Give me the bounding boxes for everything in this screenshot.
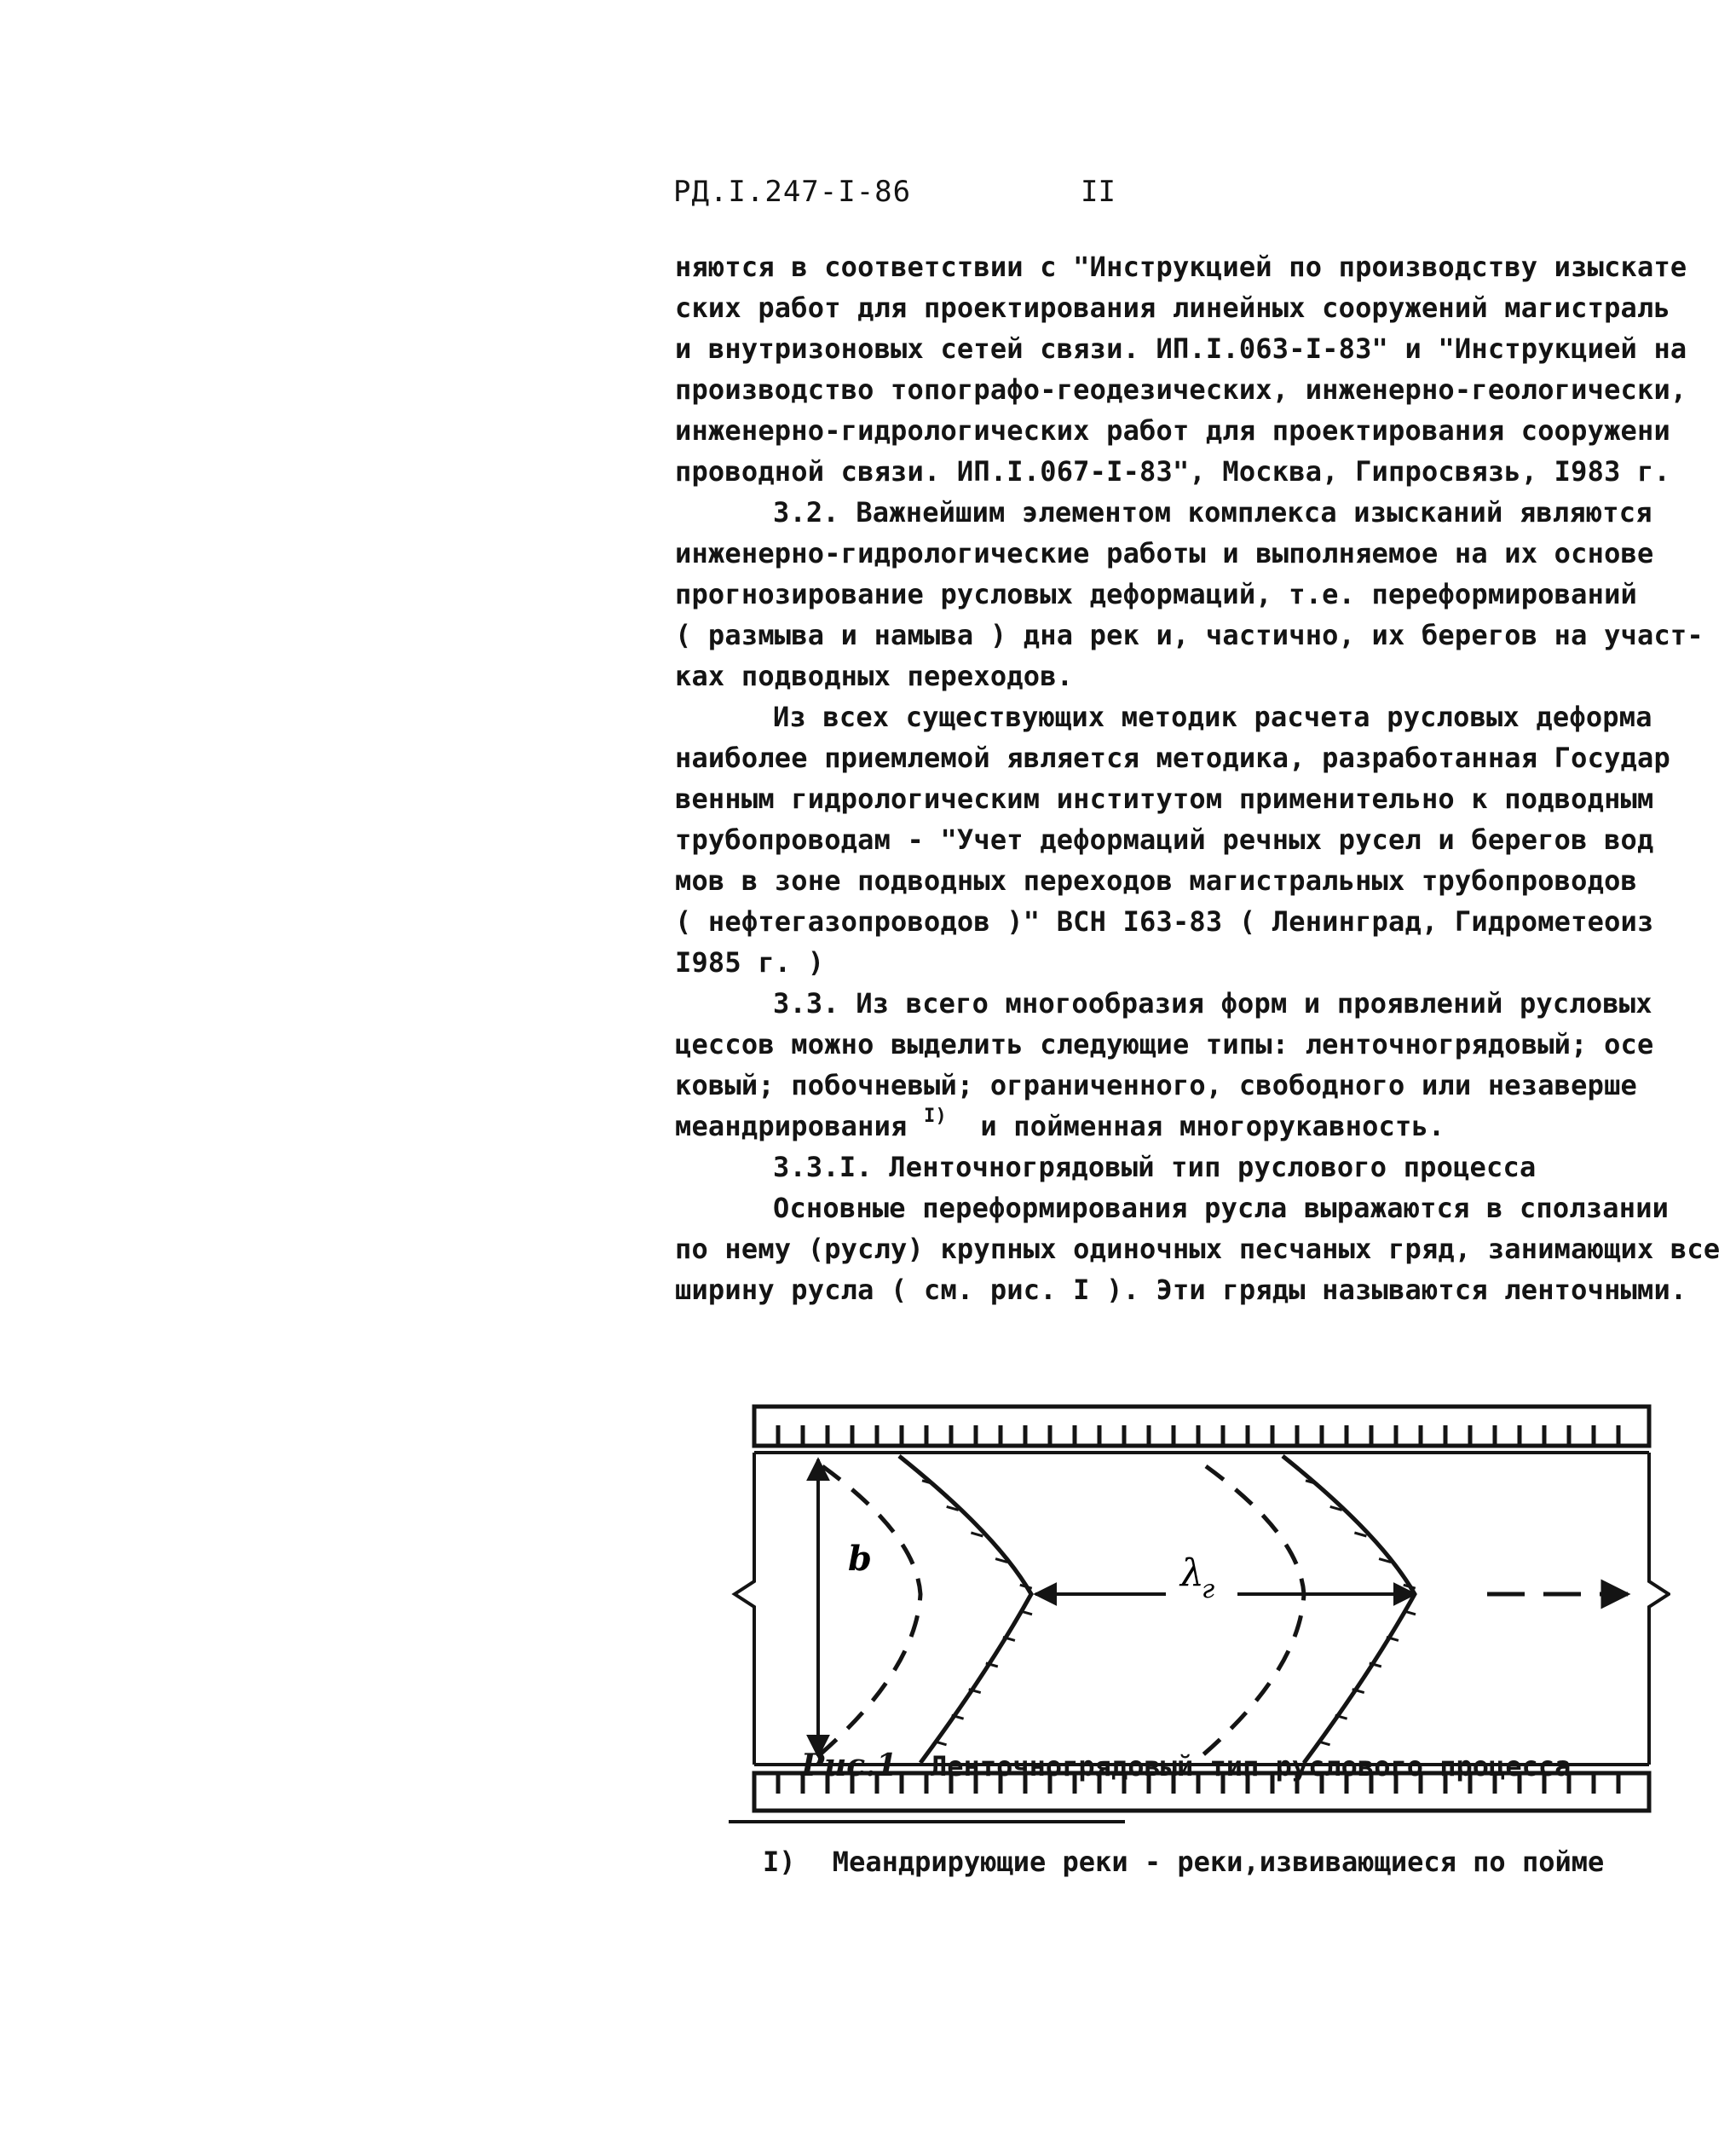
- dimension-arrows: [818, 1459, 1628, 1756]
- text-line: по нему (руслу) крупных одиночных песчаных гряд, занимающих все: [675, 1233, 1721, 1265]
- text-line: ширину русла ( см. рис. I ). Эти гряды называются ленточными.: [675, 1274, 1687, 1306]
- ridge-length-label: λ: [1180, 1551, 1204, 1595]
- text-line: Из всех существующих методик расчета русловых деформа: [773, 701, 1652, 733]
- text-line: прогнозирование русловых деформаций, т.е. переформирований: [675, 578, 1638, 610]
- ridge-hatch: [1354, 1533, 1366, 1536]
- figure-caption: [801, 1748, 1571, 1783]
- text-line: проводной связи. ИП.I.067-I-83", Москва, Гипросвязь, I983 г.: [675, 455, 1670, 488]
- figure-caption-text: Ленточногрядовый тип руслового процесса: [931, 1750, 1572, 1782]
- footnote-marker: I): [763, 1846, 796, 1878]
- text-line: производство топографо-геодезических, инженерно-геологически,: [675, 373, 1687, 406]
- channel-figure: [716, 1381, 1670, 1858]
- text-line: ( размыва и намыва ) дна рек и, частично, их берегов на участ-: [675, 619, 1704, 651]
- ridge-front-previous: [1202, 1466, 1304, 1756]
- text-line: ках подводных переходов.: [675, 660, 1074, 692]
- ridge-hatch: [1404, 1585, 1416, 1588]
- text-line: цессов можно выделить следующие типы: ленточногрядовый; осе: [675, 1028, 1654, 1060]
- bank-border: [754, 1407, 1649, 1446]
- text-line: 3.3. Из всего многообразия форм и проявлений русловых: [773, 987, 1652, 1020]
- section-heading: 3.3.I. Ленточногрядовый тип руслового процесса: [773, 1151, 1537, 1183]
- text-line: няются в соответствии с "Инструкцией по производству изыскате: [675, 251, 1687, 283]
- ridge-front-current: [899, 1456, 1031, 1763]
- bank-top: [754, 1407, 1649, 1453]
- footnote-ref: I): [924, 1106, 947, 1127]
- document-code: РД.I.247-I-86: [673, 175, 912, 209]
- ridge-hatch: [971, 1533, 983, 1536]
- text-line: ковый; побочневый; ограниченного, свободного или незаверше: [675, 1069, 1638, 1101]
- break-mark: [735, 1453, 754, 1765]
- break-mark: [1649, 1453, 1669, 1765]
- text-line: инженерно-гидрологических работ для проектирования сооружени: [675, 414, 1670, 447]
- text-line: [675, 1106, 1445, 1150]
- footnote-text: Меандрирующие реки - реки,извивающиеся по пойме: [832, 1846, 1605, 1878]
- text-line: венным гидрологическим институтом применительно к подводным: [675, 783, 1654, 815]
- text-line: и внутризоновых сетей связи. ИП.I.063-I-83" и "Инструкцией на: [675, 332, 1687, 365]
- text-line: мов в зоне подводных переходов магистральных трубопроводов: [675, 864, 1638, 897]
- ridge-hatch: [1020, 1585, 1032, 1588]
- text-line: 3.2. Важнейшим элементом комплекса изысканий являются: [773, 496, 1652, 529]
- ridge-fronts: [818, 1456, 1416, 1763]
- text-line: инженерно-гидрологические работы и выполняемое на их основе: [675, 537, 1654, 569]
- ridge-length-subscript: г: [1202, 1574, 1215, 1604]
- ridge-front-current: [1283, 1456, 1415, 1763]
- text-line: Основные переформирования русла выражаются в сползании: [773, 1192, 1670, 1224]
- ridge-front-previous: [818, 1466, 920, 1756]
- text-fragment: меандрирования: [675, 1110, 908, 1142]
- text-line: трубопроводам - "Учет деформаций речных русел и берегов вод: [675, 823, 1654, 856]
- footnote-divider: [729, 1820, 1125, 1823]
- text-line: ских работ для проектирования линейных сооружений магистраль: [675, 292, 1670, 324]
- footnote: [763, 1846, 1604, 1878]
- text-fragment: и пойменная многорукавность.: [980, 1110, 1445, 1142]
- text-line: ( нефтегазопроводов )" ВСН I63-83 ( Ленинград, Гидрометеоиз: [675, 905, 1654, 938]
- figure-number: Рис.1: [801, 1748, 897, 1783]
- text-line: I985 г. ): [675, 946, 825, 979]
- page-number: II: [1081, 175, 1116, 209]
- text-line: наиболее приемлемой является методика, разработанная Государ: [675, 742, 1670, 774]
- width-label: b: [848, 1539, 872, 1579]
